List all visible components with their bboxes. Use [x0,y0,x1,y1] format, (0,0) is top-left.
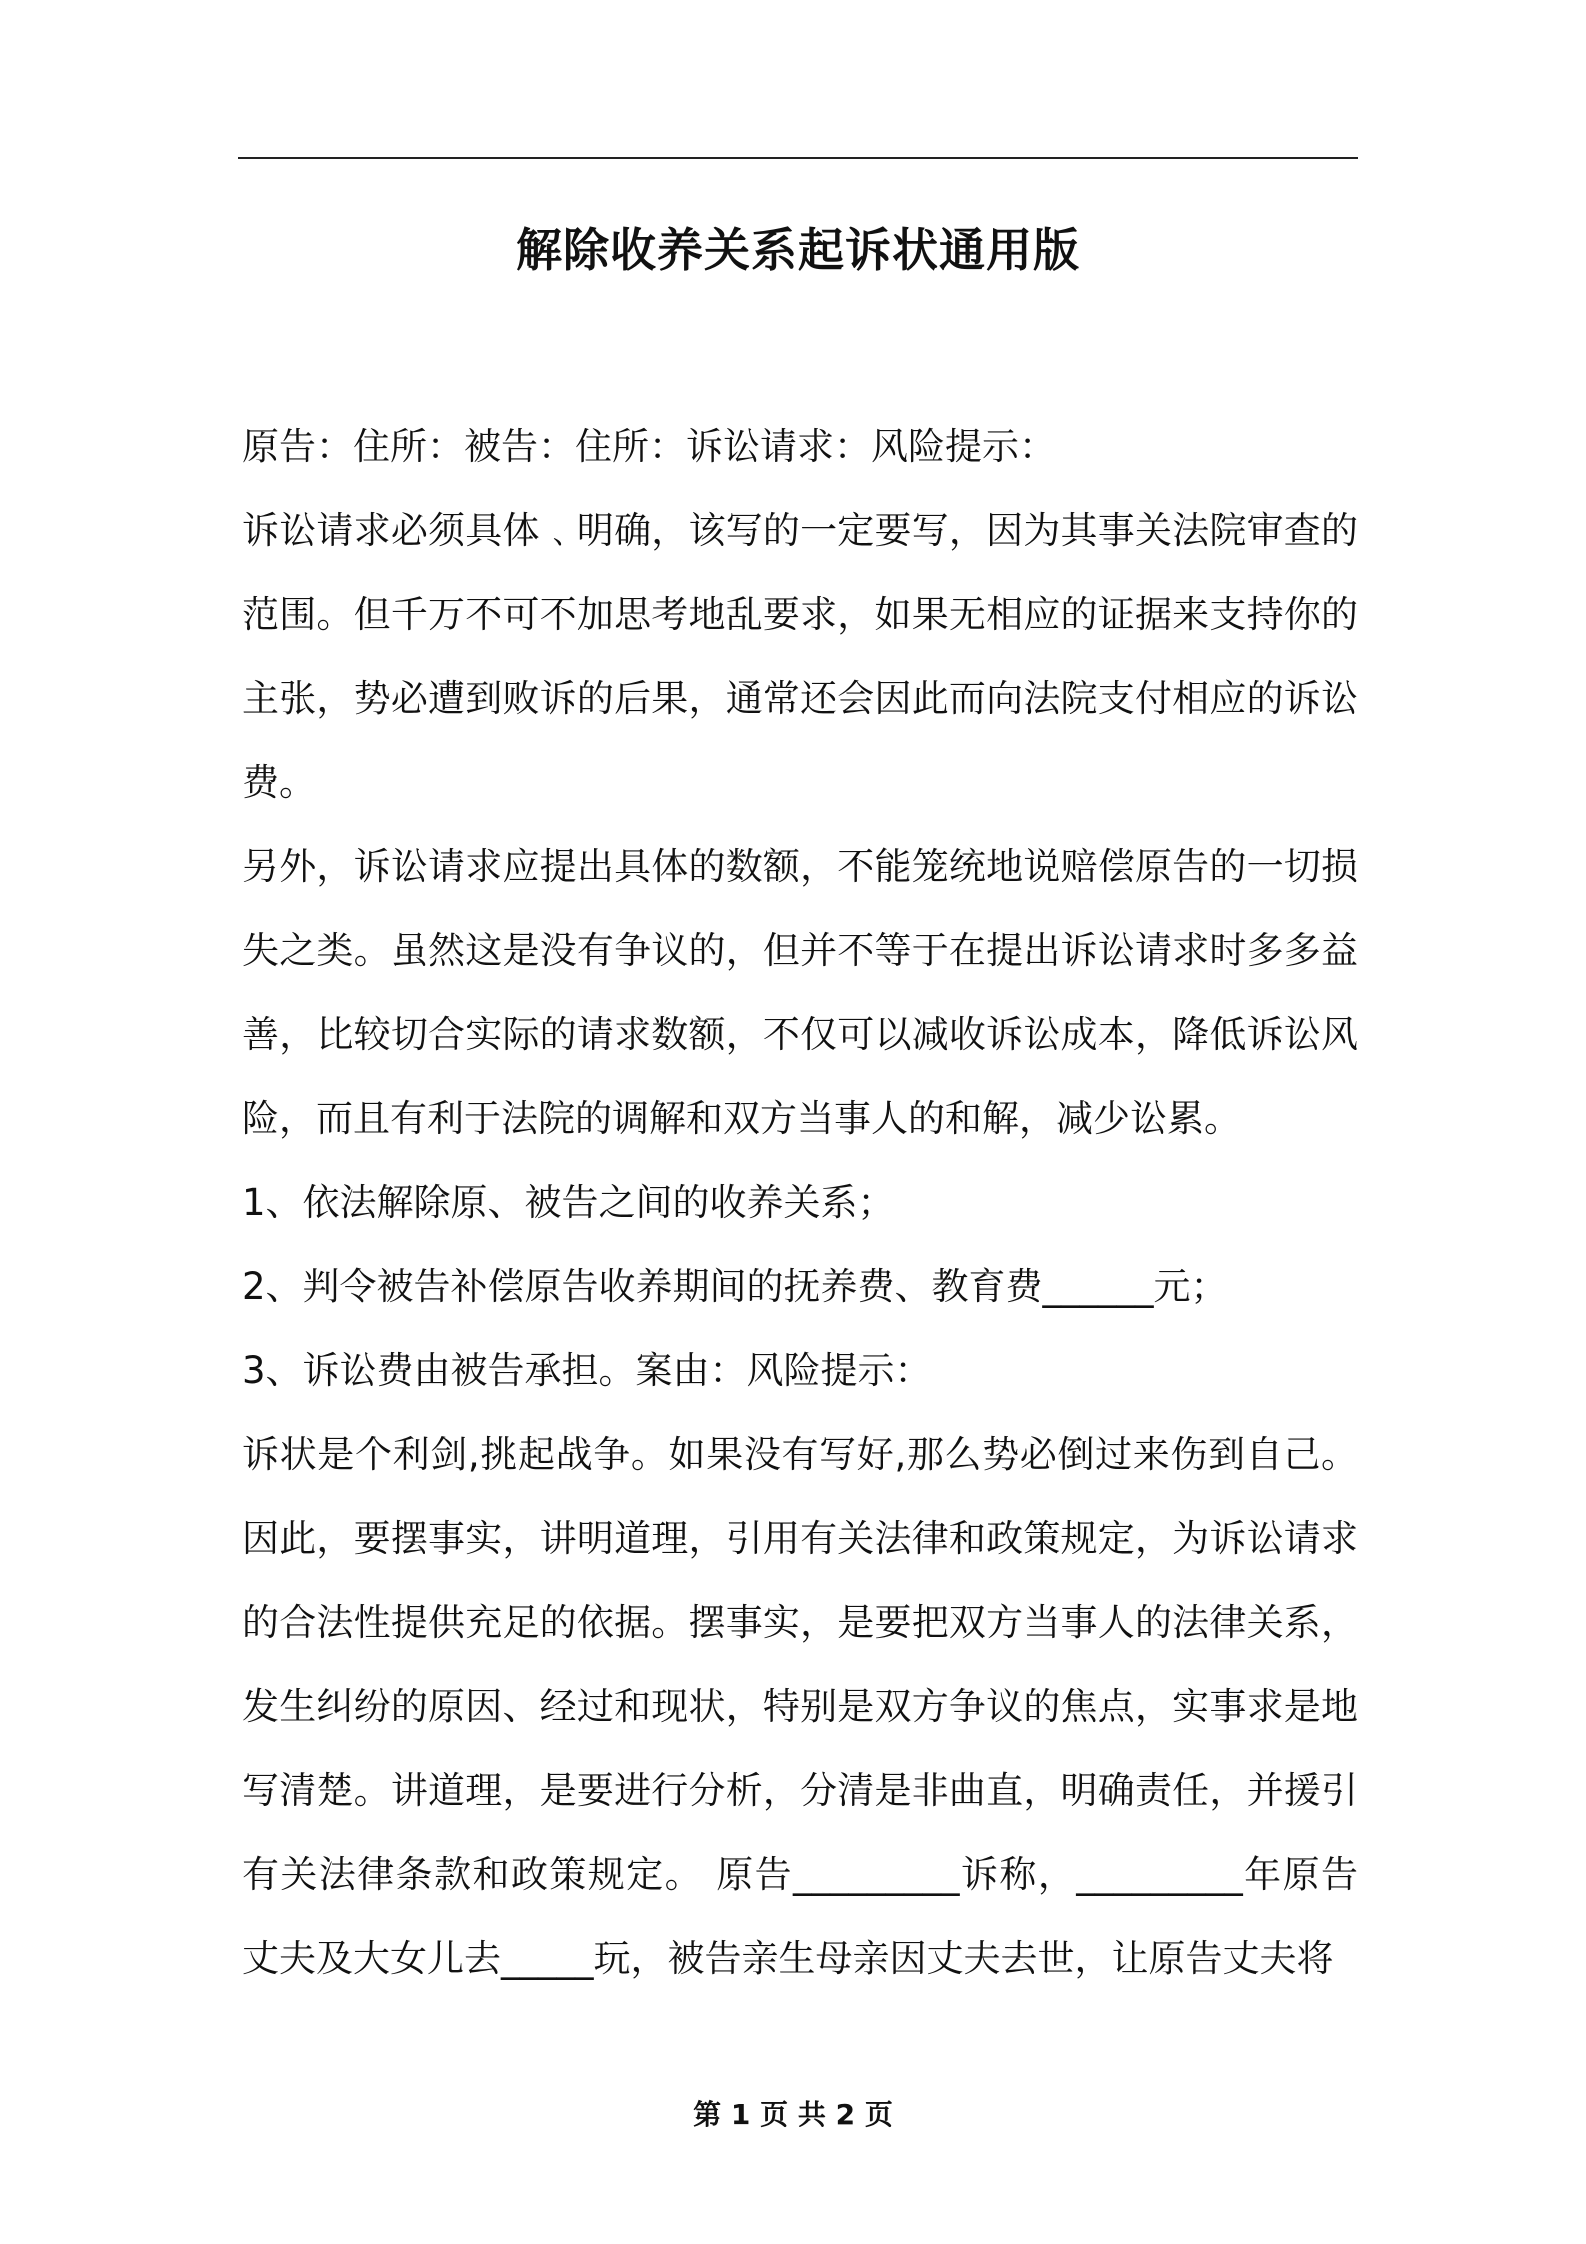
document-body [242,405,1358,2001]
document-title: 解除收养关系起诉状通用版 [516,223,1080,277]
claim-item-1: 1、依法解除原、被告之间的收养关系； [242,1181,895,1224]
page-footer: 第 1 页 共 2 页 [693,2098,893,2131]
paragraph-risk-note-1: 诉讼请求必须具体﹑明确，该写的一定要写，因为其事关法院审查的范围。但千万不可不加思考地乱要求，如果无相应的证据来支持你的主张，势必遭到败诉的后果，通常还会因此而向法院支付相应的诉讼费。 [242,509,1358,804]
claim-item-2: 2、判令被告补偿原告收养期间的抚养费、教育费______元； [242,1265,1228,1308]
paragraph-facts: 诉状是个利剑,挑起战争。如果没有写好,那么势必倒过来伤到自己。因此，要摆事实，讲明道理，引用有关法律和政策规定，为诉讼请求的合法性提供充足的依据。摆事实，是要把双方当事人的法律关系，发生纠纷的原因、经过和现状，特别是双方争议的焦点，实事求是地写清楚。讲道理，是要进行分析，分清是非曲直，明确责任，并援引有关法律条款和政策规定。 原告_________诉称，_________年原告丈夫及大女儿去_____玩，被告亲生母亲因丈夫去世，让原告丈夫将 [242,1433,1358,1980]
claim-item-3: 3、诉讼费由被告承担。案由：风险提示： [242,1349,932,1392]
paragraph-parties: 原告：住所：被告：住所：诉讼请求：风险提示： [242,425,1056,468]
header-rule [238,157,1358,159]
paragraph-risk-note-2: 另外，诉讼请求应提出具体的数额，不能笼统地说赔偿原告的一切损失之类。虽然这是没有争议的，但并不等于在提出诉讼请求时多多益善，比较切合实际的请求数额，不仅可以减收诉讼成本，降低诉讼风险，而且有利于法院的调解和双方当事人的和解，减少讼累。 [242,845,1358,1140]
